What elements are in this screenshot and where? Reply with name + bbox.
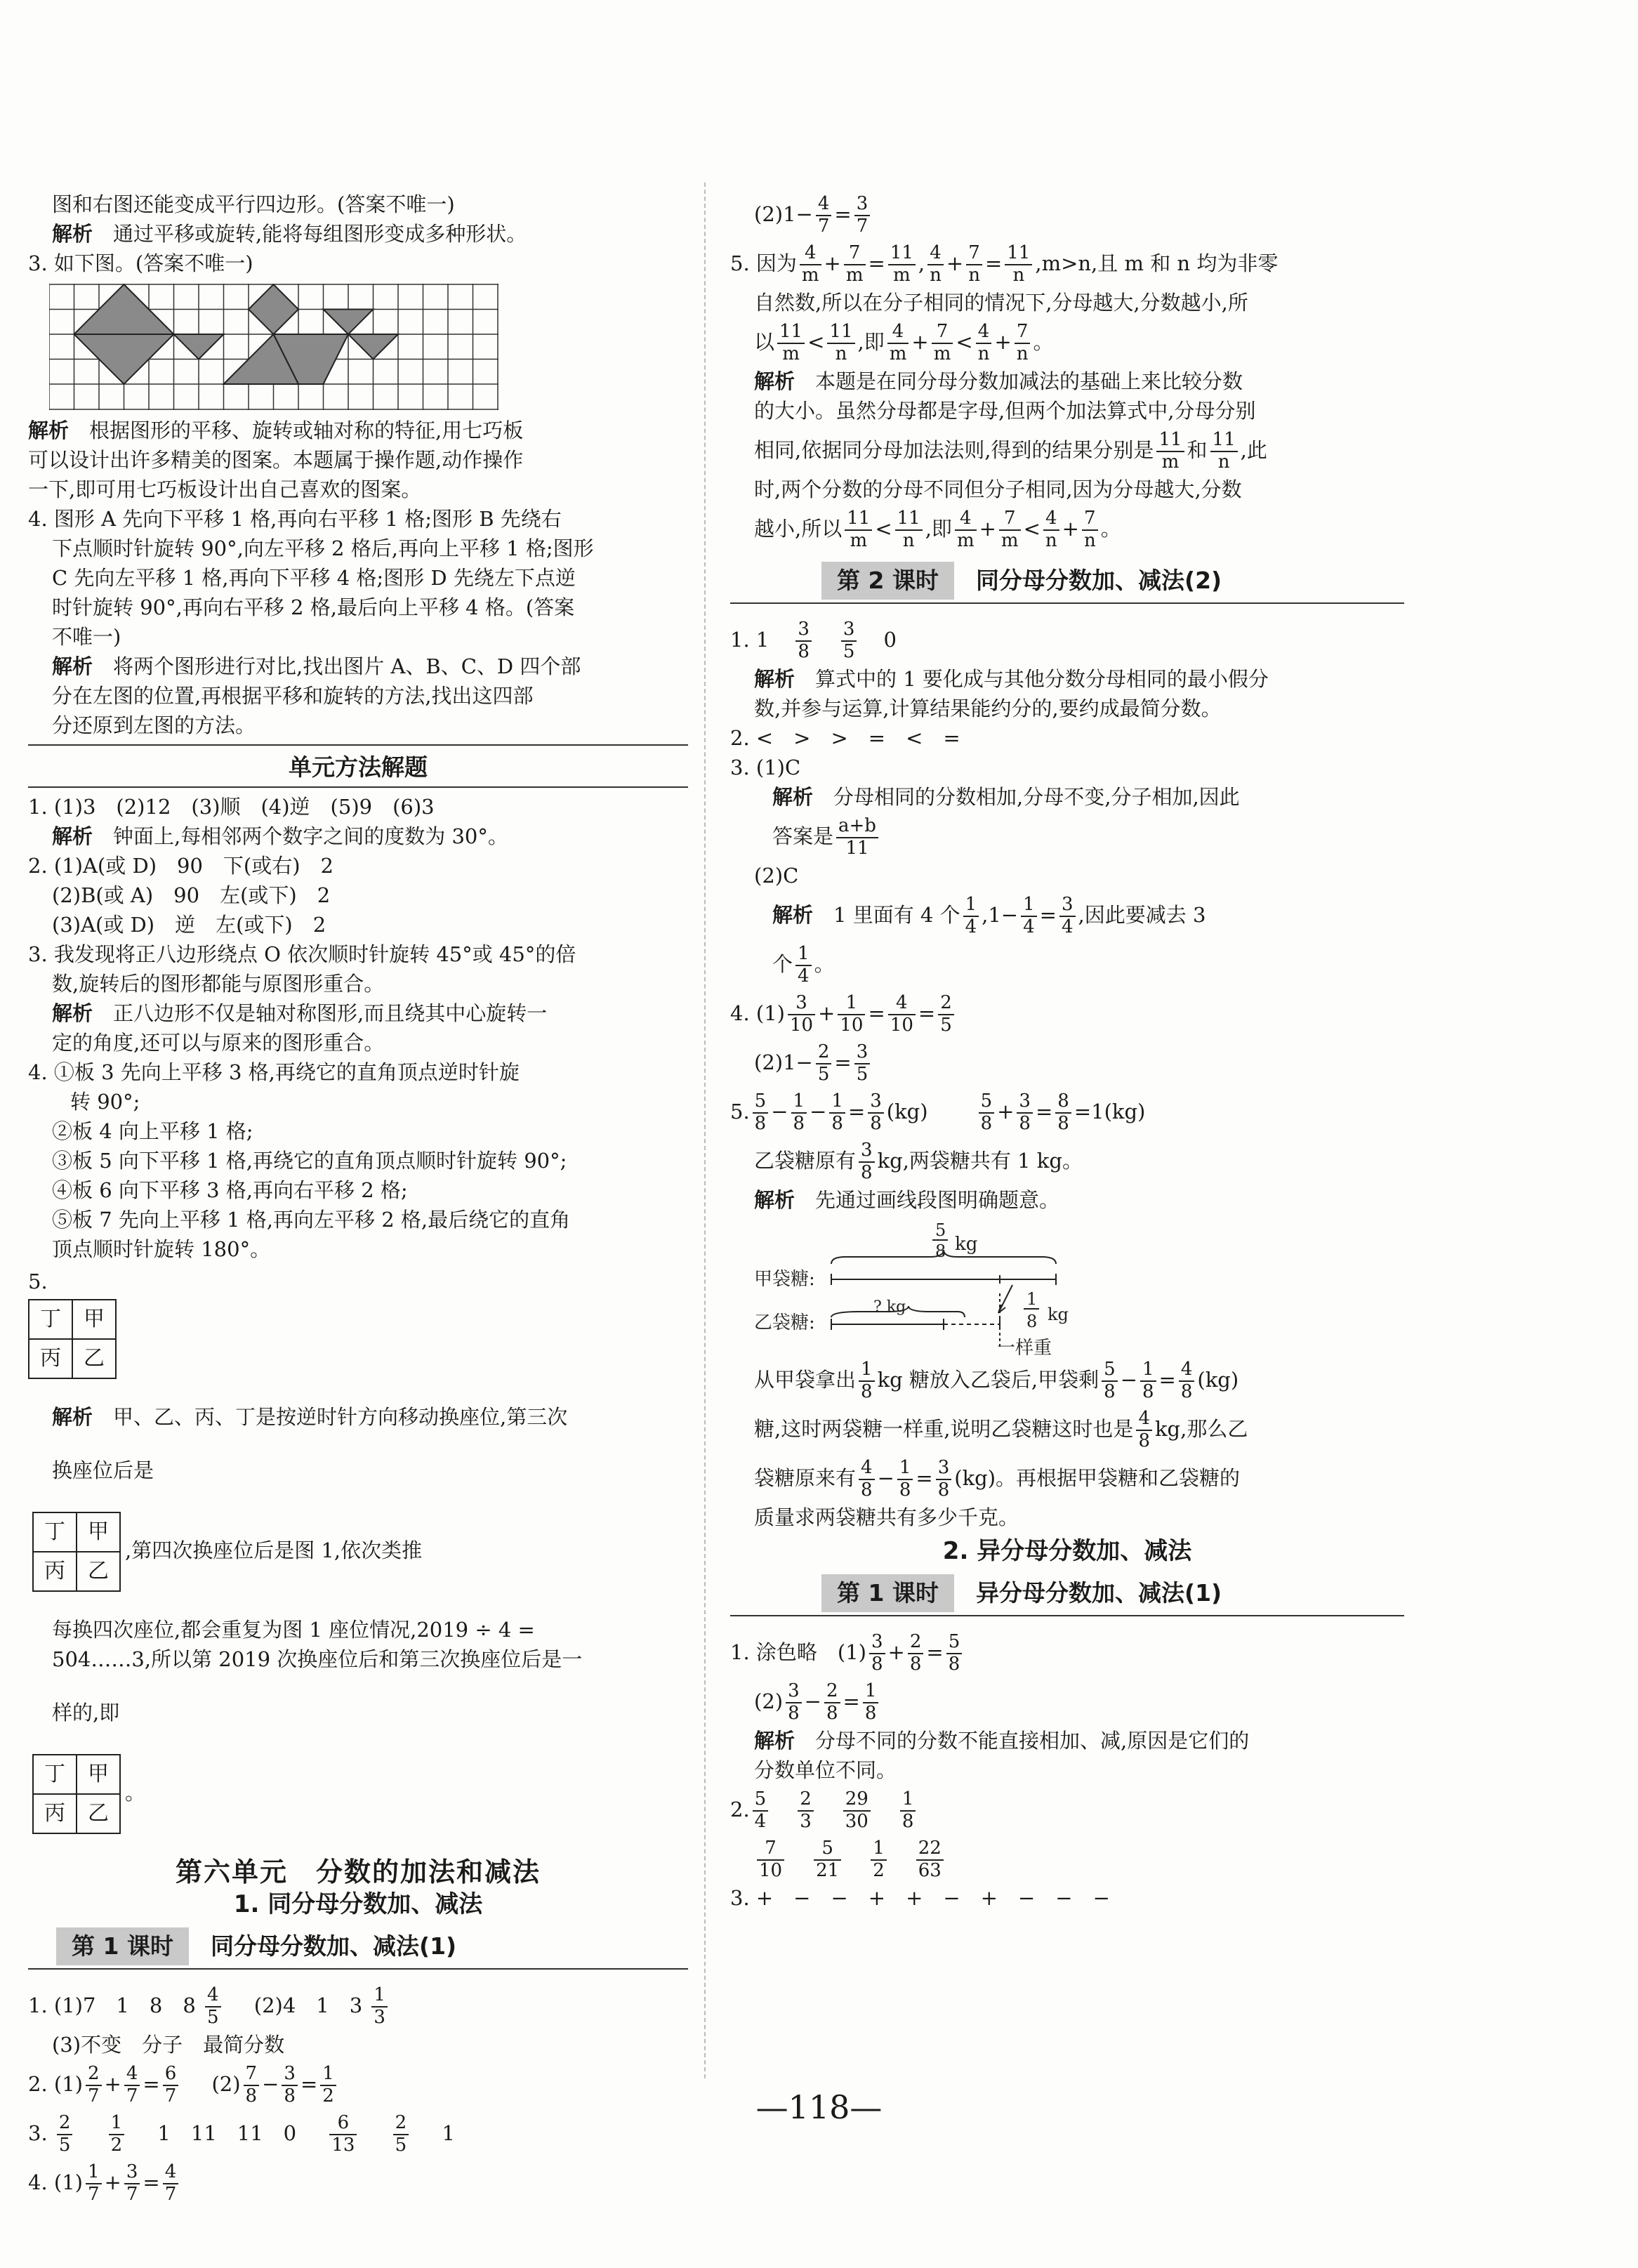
text-line: 每换四次座位,都会重复为图 1 座位情况,2019 ÷ 4 =	[52, 1618, 535, 1642]
analysis-label: 解析	[772, 903, 814, 927]
answer: 2. (1)	[28, 2072, 83, 2096]
fraction: $\frac{7}{8}$	[244, 2064, 260, 2107]
right-column: (2)1− $\frac{4}{7}$ = $\frac{3}{7}$ 5. 因为 $\frac{4}{m}$ + $\frac{7}{m}$ = $\frac{11}{m}$ , $\frac{4}{n}$ + $\frac{7}{n}$ = $\frac{11}{n}$ ,m>n,且 m 和 n 均为非零 自然数,所以在分子相同的情况下,分母越大,分数越小,所 以 $\frac{11}{m}$ < $\frac{11}{n}$ ,即 $\frac{4}{m}$ + $\frac{7}{m}$ < $\frac{4}{n}$ + $\frac{7}{n}$ 。 解析 本题是在同分母分数加减法的基础上来比较分数 的大小。虽然分母都是字母,但两个加法算式中,分母分别 相同,依据同分母加法法则,得到的结果分别是 $\frac{11}{m}$ 和 $\frac{11}{n}$ ,此 时,两个分数的分母不同但分子相同,因为分母越大,分数 越小,所以 $\frac{11}{m}$ < $\frac{11}{n}$ ,即 $\frac{4}{m}$ + $\frac{7}{m}$ < $\frac{4}{n}$ + $\frac{7}{n}$ 。 第 2 课时 同分母分数加、减法(2) 1. 1 $\frac{3}{8}$ $\frac{3}{5}$ 0 解析 算式中的 1 要化成与其他分数分母相同的最小假分 数,并参与运算,计算结果能约分的,要约成最简分数。 2. < > > = < = 3. (1)C 解析 分母相同的分数相加,分母不变,分子相加,因此 答案是 $\frac{a+b}{11}$ (2)C 解析 1 里面有 4 个 $\frac{1}{4}$ ,1− $\frac{1}{4}$ = $\frac{3}{4}$ ,因此要减去 3 个 $\frac{1}{4}$ 。 4. (1) $\frac{3}{10}$ + $\frac{1}{10}$ = $\frac{4}{10}$ = $\frac{2}{5}$ (2)1− $\frac{2}{5}$ = $\frac{3}{5}$ 5. $\frac{5}{8}$ − $\frac{1}{8}$ − $\frac{1}{8}$ = $\frac{3}{8}$ (kg) $\frac{5}{8}$ + $\frac{3}{8}$ = $\frac{8}{8}$ =1(kg) 乙袋糖原有 $\frac{3}{8}$ kg,两袋糖共有 1 kg。 解析 先通过画线段图明确题意。 5 8 kg 甲袋糖: 乙袋糖: ? kg 1 8 kg 一样重 从甲袋拿出 $\frac{1}{8}$ kg 糖放入乙袋后,甲袋剩 $\frac{5}{8}$ − $\frac{1}{8}$ = $\frac{4}{8}$ (kg) 糖,这时两袋糖一样重,说明乙袋糖这时也是 $\frac{4}{8}$ kg,那么乙 袋糖原来有 $\frac{4}{8}$ − $\frac{1}{8}$ = $\frac{3}{8}$ (kg)。再根据甲袋糖和乙袋糖的 质量求两袋糖共有多少千克。 2. 异分母分数加、减法 第 1 课时 异分母分数加、减法(1) 1. 涂色略 (1) $\frac{3}{8}$ + $\frac{2}{8}$ = $\frac{5}{8}$ (2) $\frac{3}{8}$ − $\frac{2}{8}$ = $\frac{1}{8}$ 解析 分母不同的分数不能直接相加、减,原因是它们的 分数单位不同。 2. $\frac{5}{4}$ $\frac{2}{3}$ $\frac{29}{30}$ $\frac{1}{8}$ $\frac{7}{10}$ $\frac{5}{21}$ $\frac{1}{2}$ $\frac{22}{63}$ 3. + − − + + − + − − −	[730, 190, 1404, 1913]
lesson-number: 第 1 课时	[56, 1927, 189, 1965]
analysis-label: 解析	[52, 222, 93, 246]
seat-cell: 丁	[29, 1300, 72, 1339]
text-line: ④板 6 向下平移 3 格,再向右平移 2 格;	[52, 1178, 408, 1202]
answer: 4. (1)	[730, 1001, 785, 1025]
page-number: —118—	[755, 2088, 883, 2126]
tangram-grid-figure	[49, 284, 498, 410]
text-line: 1. (1)3 (2)12 (3)顺 (4)逆 (5)9 (6)3	[28, 795, 435, 819]
text-line: 4. ①板 3 先向上平移 3 格,再绕它的直角顶点逆时针旋	[28, 1060, 520, 1084]
text-line: 答案是	[772, 824, 834, 848]
text-line: 。	[125, 1781, 146, 1805]
text-line: 数,旋转后的图形都能与原图形重合。	[52, 972, 385, 996]
seat-cell: 丙	[33, 1794, 77, 1833]
text-line: (3)A(或 D) 逆 左(或下) 2	[52, 913, 326, 937]
text-line: 4. 图形 A 先向下平移 1 格,再向右平移 1 格;图形 B 先绕右	[28, 507, 562, 531]
seat-cell: 丙	[33, 1552, 77, 1591]
question-number: 5.	[28, 1270, 48, 1293]
fraction: $\frac{2}{5}$	[393, 2113, 409, 2156]
lesson-header	[730, 1571, 1404, 1621]
text-line: 以	[754, 330, 775, 354]
analysis-label: 解析	[52, 654, 93, 678]
svg-text:5: 5	[935, 1220, 946, 1240]
fraction: $\frac{4}{7}$	[124, 2064, 140, 2107]
fraction: $\frac{3}{8}$	[795, 619, 812, 663]
answer: 2.	[730, 1798, 750, 1821]
seat-cell: 丁	[33, 1512, 77, 1552]
answer: 5.	[730, 1100, 750, 1123]
text-line: 样的,即	[52, 1701, 120, 1725]
text-line: 相同,依据同分母加法法则,得到的结果分别是	[754, 438, 1154, 462]
text-line: 下点顺时针旋转 90°,向左平移 2 格后,再向上平移 1 格;图形	[52, 536, 594, 560]
fraction: $\frac{2}{7}$	[86, 2064, 102, 2107]
lesson-number: 第 2 课时	[821, 562, 954, 600]
text-line: 不唯一)	[52, 625, 121, 649]
analysis-label: 解析	[754, 1188, 795, 1212]
text-line: 根据图形的平移、旋转或轴对称的特征,用七巧板	[89, 418, 524, 442]
answer: 4. (1)	[28, 2170, 83, 2194]
subsection-title: 2. 异分母分数加、减法	[942, 1537, 1192, 1565]
text-line: 3. 如下图。(答案不唯一)	[28, 251, 253, 275]
fraction: $\frac{3}{5}$	[841, 619, 857, 663]
seat-cell: 丙	[29, 1339, 72, 1378]
answer: 1. 涂色略 (1)	[730, 1640, 866, 1664]
text-line: 1 里面有 4 个	[833, 903, 960, 927]
text-line: 质量求两袋糖共有多少千克。	[754, 1505, 1019, 1529]
answer: (2)	[211, 2072, 241, 2096]
analysis-label: 解析	[754, 667, 795, 691]
column-divider	[704, 183, 706, 2078]
fraction: $\frac{4}{5}$	[205, 1985, 221, 2029]
text-line: ⑤板 7 先向上平移 1 格,再向左平移 2 格,最后绕它的直角	[52, 1208, 571, 1232]
section-rule	[28, 786, 688, 788]
fraction: $\frac{3}{7}$	[124, 2162, 140, 2206]
text-line: 钟面上,每相邻两个数字之间的度数为 30°。	[113, 824, 508, 848]
analysis-label: 解析	[52, 1001, 93, 1025]
text-line: 转 90°;	[70, 1090, 140, 1114]
lesson-title: 同分母分数加、减法(1)	[211, 1932, 457, 1960]
answer: 1	[442, 2121, 455, 2145]
diagram-label-b: 乙袋糖:	[754, 1312, 815, 1333]
answer: 3. (1)C	[730, 756, 801, 779]
fraction: $\frac{6}{7}$	[163, 2064, 179, 2107]
answer: 2. < > > = < =	[730, 726, 960, 750]
text-line: 通过平移或旋转,能将每组图形变成多种形状。	[113, 222, 527, 246]
fraction: $\frac{3}{8}$	[282, 2064, 298, 2107]
fraction: $\frac{1}{7}$	[86, 2162, 102, 2206]
fraction: $\frac{4}{7}$	[163, 2162, 179, 2206]
answer: 3.	[28, 2121, 48, 2145]
text-line: 正八边形不仅是轴对称图形,而且绕其中心旋转一	[113, 1001, 548, 1025]
text-line: 自然数,所以在分子相同的情况下,分母越大,分数越小,所	[754, 291, 1248, 315]
lesson-header	[28, 1925, 688, 1974]
svg-text:1: 1	[1026, 1289, 1038, 1309]
text-line: 本题是在同分母分数加减法的基础上来比较分数	[815, 369, 1243, 393]
text-line: 袋糖原来有	[754, 1466, 857, 1490]
text-line: 分母相同的分数相加,分母不变,分子相加,因此	[833, 785, 1240, 809]
seat-cell: 甲	[77, 1755, 120, 1794]
fraction: $\frac{a+b}{11}$	[836, 816, 878, 859]
seat-cell: 乙	[77, 1552, 120, 1591]
text-line: 从甲袋拿出	[754, 1368, 857, 1392]
text-line: C 先向左平移 1 格,再向下平移 4 格;图形 D 先绕左下点逆	[52, 566, 576, 590]
unit-title: 第六单元 分数的加法和减法	[175, 1857, 541, 1887]
fraction: $\frac{4}{7}$	[816, 194, 832, 237]
text-line: 一下,即可用七巧板设计出自己喜欢的图案。	[28, 477, 422, 501]
answer: 1. (1)7 1 8 8	[28, 1993, 196, 2017]
text-line: 个	[772, 952, 793, 976]
analysis-label: 解析	[754, 369, 795, 393]
text-line: ,m>n,且 m 和 n 均为非零	[1035, 251, 1279, 275]
lesson-title: 同分母分数加、减法(2)	[976, 567, 1222, 594]
text-line: 分在左图的位置,再根据平移和旋转的方法,找出这四部	[52, 684, 534, 708]
lesson-number: 第 1 课时	[821, 1574, 954, 1612]
analysis-label: 解析	[772, 785, 814, 809]
text-line: ,第四次换座位后是图 1,依次类推	[125, 1538, 423, 1562]
answer: (3)不变 分子 最简分数	[52, 2033, 285, 2057]
lesson-header	[730, 559, 1404, 608]
text-line: 将两个图形进行对比,找出图片 A、B、C、D 四个部	[113, 654, 581, 678]
section-title: 单元方法解题	[289, 753, 428, 781]
analysis-label: 解析	[28, 418, 70, 442]
seat-cell: 甲	[77, 1512, 120, 1552]
text-line: (2)B(或 A) 90 左(或下) 2	[52, 883, 331, 907]
text-line: 顶点顺时针旋转 180°。	[52, 1237, 271, 1261]
fraction: $\frac{6}{13}$	[329, 2113, 357, 2156]
analysis-label: 解析	[52, 824, 93, 848]
fraction: $\frac{1}{3}$	[371, 1985, 388, 2029]
subsection-title: 1. 同分母分数加、减法	[233, 1890, 483, 1918]
seat-cell: 甲	[72, 1300, 116, 1339]
left-column: 图和右图还能变成平行四边形。(答案不唯一) 解析 通过平移或旋转,能将每组图形变成多种形状。 3. 如下图。(答案不唯一) 解析 根据图形的平移、旋转或轴对称的特征,用七巧板 可以设计出许多精美的图案。本题属于操作题,动作操作 一下,即可用七巧板设计出自己喜欢的图案。 4. 图形 A 先向下平移 1 格,再向右平移 1 格;图形 B 先绕右 下点顺时针旋转 90°,向左平移 2 格后,再向上平移 1 格;图形 C 先向左平移 1 格,再向下平移 4 格;图形 D 先绕左下点逆 时针旋转 90°,再向右平移 2 格,最后向上平移 4 格。(答案 不唯一) 解析 将两个图形进行对比,找出图片 A、B、C、D 四个部 分在左图的位置,再根据平移和旋转的方法,找出这四部 分还原到左图的方法。 单元方法解题 1. (1)3 (2)12 (3)顺 (4)逆 (5)9 (6)3 解析 钟面上,每相邻两个数字之间的度数为 30°。 2. (1)A(或 D) 90 下(或右) 2 (2)B(或 A) 90 左(或下) 2 (3)A(或 D) 逆 左(或下) 2 3. 我发现将正八边形绕点 O 依次顺时针旋转 45°或 45°的倍 数,旋转后的图形都能与原图形重合。 解析 正八边形不仅是轴对称图形,而且绕其中心旋转一 定的角度,还可以与原来的图形重合。 4. ①板 3 先向上平移 3 格,再绕它的直角顶点逆时针旋 转 90°; ②板 4 向上平移 1 格; ③板 5 向下平移 1 格,再绕它的直角顶点顺时针旋转 90°; ④板 6 向下平移 3 格,再向右平移 2 格; ⑤板 7 先向上平移 1 格,再向左平移 2 格,最后绕它的直角 顶点顺时针旋转 180°。 5. 丁 甲 丙 乙 解析 甲、乙、丙、丁是按逆时针方向移动换座位,第三次 换座位后是 丁 甲 丙 乙,第四次换座位后是图 1,依次类推 每换四次座位,都会重复为图 1 座位情况,2019 ÷ 4 = 504……3,所以第 2019 次换座位后和第三次换座位后是一 样的,即 丁 甲 丙 乙。 第六单元 分数的加法和减法 1. 同分母分数加、减法 第 1 课时 同分母分数加、减法(1) 1. (1)7 1 8 8 $\frac{4}{5}$ (2)4 1 3 $\frac{1}{3}$ (3)不变 分子 最简分数 2. (1) $\frac{2}{7}$ + $\frac{4}{7}$ = $\frac{6}{7}$ (2) $\frac{7}{8}$ − $\frac{3}{8}$ = $\frac{1}{2}$ 3. $\frac{2}{5}$ $\frac{1}{2}$ 1 11 11 0 $\frac{6}{13}$ $\frac{2}{5}$ 1 4. (1) $\frac{1}{7}$ + $\frac{3}{7}$ = $\frac{4}{7}$	[28, 190, 688, 2207]
text-line: 图和右图还能变成平行四边形。(答案不唯一)	[52, 192, 455, 216]
diagram-unit: kg	[1048, 1305, 1069, 1324]
text-line: 定的角度,还可以与原来的图形重合。	[52, 1031, 385, 1055]
seat-cell: 乙	[77, 1794, 120, 1833]
seat-cell: 丁	[33, 1755, 77, 1794]
text-line: 先通过画线段图明确题意。	[815, 1188, 1060, 1212]
text-line: 3. 我发现将正八边形绕点 O 依次顺时针旋转 45°或 45°的倍	[28, 942, 576, 966]
seat-table	[28, 1299, 117, 1379]
answer: 5. 因为	[730, 251, 797, 275]
answer: 0	[883, 628, 897, 652]
seat-table	[32, 1754, 121, 1834]
text-line: 乙袋糖原有	[754, 1149, 857, 1173]
text-line: 504……3,所以第 2019 次换座位后和第三次换座位后是一	[52, 1647, 583, 1671]
answer: (2)4 1 3	[253, 1993, 363, 2017]
text-line: 2. (1)A(或 D) 90 下(或右) 2	[28, 854, 333, 878]
fraction: $\frac{3}{7}$	[854, 194, 871, 237]
text-line: 的大小。虽然分母都是字母,但两个加法算式中,分母分别	[754, 399, 1256, 423]
fraction: $\frac{1}{2}$	[320, 2064, 336, 2107]
fraction: $\frac{2}{5}$	[57, 2113, 73, 2156]
text-line: 甲、乙、丙、丁是按逆时针方向移动换座位,第三次	[113, 1405, 568, 1429]
diagram-question: ? kg	[873, 1298, 906, 1316]
lesson-title: 异分母分数加、减法(1)	[976, 1579, 1222, 1607]
text-line: 换座位后是	[52, 1458, 154, 1482]
svg-text:8: 8	[1026, 1312, 1038, 1331]
section-rule	[28, 744, 688, 746]
diagram-label-a: 甲袋糖:	[754, 1269, 815, 1290]
text-line: 分还原到左图的方法。	[52, 713, 256, 737]
text-line: 可以设计出许多精美的图案。本题属于操作题,动作操作	[28, 448, 524, 472]
analysis-label: 解析	[754, 1729, 795, 1753]
answer: (2)1−	[754, 202, 813, 226]
text-line: 算式中的 1 要化成与其他分数分母相同的最小假分	[815, 667, 1269, 691]
analysis-label: 解析	[52, 1405, 93, 1429]
text-line: 分母不同的分数不能直接相加、减,原因是它们的	[815, 1729, 1250, 1753]
text-line: ③板 5 向下平移 1 格,再绕它的直角顶点顺时针旋转 90°;	[52, 1149, 567, 1173]
answer: 3. + − − + + − + − − −	[730, 1886, 1110, 1910]
seat-cell: 乙	[72, 1339, 116, 1378]
svg-text:8: 8	[935, 1241, 946, 1261]
text-line: 糖,这时两袋糖一样重,说明乙袋糖这时也是	[754, 1417, 1134, 1441]
diagram-unit: kg	[955, 1234, 978, 1255]
answer: (2)	[754, 1689, 784, 1713]
text-line: 数,并参与运算,计算结果能约分的,要约成最简分数。	[754, 697, 1222, 720]
answer: 1 11 11 0	[157, 2121, 297, 2145]
fraction: $\frac{1}{2}$	[109, 2113, 125, 2156]
text-line: 时,两个分数的分母不同但分子相同,因为分母越大,分数	[754, 477, 1242, 501]
text-line: ②板 4 向上平移 1 格;	[52, 1119, 253, 1143]
diagram-note: 一样重	[997, 1338, 1052, 1355]
answer: (2)1−	[754, 1050, 813, 1074]
text-line: 时针旋转 90°,再向右平移 2 格,最后向上平移 4 格。(答案	[52, 595, 575, 619]
text-line: 分数单位不同。	[754, 1758, 897, 1782]
line-segment-diagram	[754, 1215, 1147, 1355]
answer: 1. 1	[730, 628, 770, 652]
answer: (2)C	[754, 864, 799, 888]
seat-table	[32, 1512, 121, 1592]
text-line: 越小,所以	[754, 517, 843, 541]
